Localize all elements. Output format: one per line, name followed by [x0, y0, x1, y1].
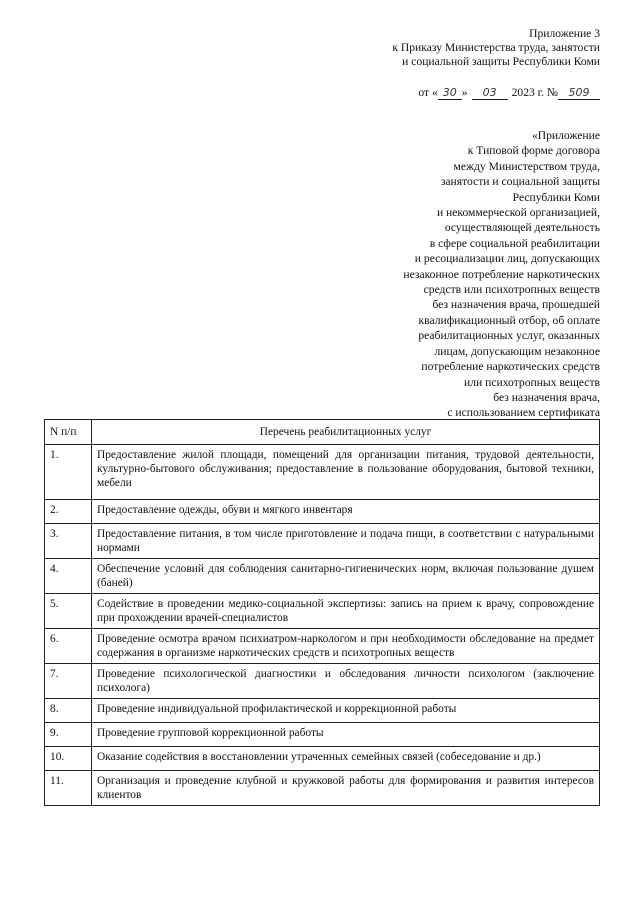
row-service-text: Предоставление одежды, обуви и мягкого инвентаря	[92, 500, 600, 524]
row-service-text: Предоставление жилой площади, помещений для организации питания, трудовой деятельности, культурно-бытового обслуживания; предоставление в пользование оборудования, бытовой техники, мебели	[92, 445, 600, 500]
table-row	[45, 629, 600, 664]
appendix-line: реабилитационных услуг, оказанных	[418, 329, 600, 343]
row-number: 10.	[45, 747, 92, 771]
header-line: к Приказу Министерства труда, занятости	[392, 41, 600, 54]
row-number: 4.	[45, 559, 92, 594]
table-row	[45, 699, 600, 723]
row-number: 9.	[45, 723, 92, 747]
appendix-line: с использованием сертификата	[447, 406, 600, 420]
table-row	[45, 559, 600, 594]
appendix-line: средств или психотропных веществ	[423, 283, 600, 297]
order-number-handwritten: 509	[558, 87, 600, 100]
row-number: 7.	[45, 664, 92, 699]
row-service-text: Проведение индивидуальной профилактической и коррекционной работы	[92, 699, 600, 723]
table-row	[45, 524, 600, 559]
row-number: 6.	[45, 629, 92, 664]
services-table	[44, 419, 600, 806]
appendix-line: осуществляющей деятельность	[444, 221, 600, 235]
row-number: 1.	[45, 445, 92, 500]
row-service-text: Организация и проведение клубной и кружковой работы для формирования и развития интересов клиентов	[92, 771, 600, 806]
header-line: и социальной защиты Республики Коми	[402, 55, 600, 68]
appendix-line: «Приложение	[531, 129, 600, 142]
table-row	[45, 445, 600, 500]
header-line: Приложение 3	[529, 27, 600, 40]
row-service-text: Предоставление питания, в том числе приготовление и подача пищи, в соответствии с натуральными нормами	[92, 524, 600, 559]
order-prefix: от «	[418, 86, 438, 99]
row-service-text: Проведение психологической диагностики и обследования личности психологом (заключение психолога)	[92, 664, 600, 699]
order-date-number	[418, 86, 600, 100]
row-service-text: Проведение групповой коррекционной работы	[92, 723, 600, 747]
column-header-services: Перечень реабилитационных услуг	[92, 420, 600, 445]
appendix-line: к Типовой форме договора	[467, 144, 600, 158]
table-row	[45, 500, 600, 524]
order-mid: »	[461, 86, 468, 99]
table-row	[45, 747, 600, 771]
appendix-line: между Министерством труда,	[453, 159, 600, 173]
appendix-line: квалификационный отбор, об оплате	[418, 313, 600, 327]
appendix-line: незаконное потребление наркотических	[403, 267, 600, 281]
table-header-row	[45, 420, 600, 445]
row-service-text: Оказание содействия в восстановлении утраченных семейных связей (собеседование и др.)	[92, 747, 600, 771]
order-day-handwritten: 30	[438, 87, 462, 100]
order-month-handwritten: 03	[472, 87, 508, 100]
table-row	[45, 664, 600, 699]
table-row	[45, 723, 600, 747]
table-row	[45, 771, 600, 806]
appendix-line: без назначения врача,	[493, 390, 600, 404]
column-header-number: N п/п	[45, 420, 92, 445]
appendix-line: в сфере социальной реабилитации	[429, 236, 600, 250]
appendix-line: Республики Коми	[512, 190, 600, 204]
row-number: 11.	[45, 771, 92, 806]
appendix-line: или психотропных веществ	[464, 375, 600, 389]
row-service-text: Содействие в проведении медико-социальной экспертизы: запись на прием к врачу, сопровождение при прохождении врачей-специалистов	[92, 594, 600, 629]
appendix-line: и некоммерческой организацией,	[436, 206, 600, 220]
order-header	[392, 27, 600, 69]
row-number: 8.	[45, 699, 92, 723]
appendix-line: без назначения врача, прошедшей	[432, 298, 600, 312]
row-number: 3.	[45, 524, 92, 559]
appendix-line: и ресоциализации лиц, допускающих	[414, 252, 600, 266]
appendix-line: потребление наркотических средств	[421, 360, 600, 374]
row-service-text: Обеспечение условий для соблюдения санитарно-гигиенических норм, включая пользование душем (баней)	[92, 559, 600, 594]
row-number: 5.	[45, 594, 92, 629]
appendix-line: лицам, допускающим незаконное	[434, 344, 600, 358]
appendix-line: занятости и социальной защиты	[440, 175, 600, 189]
table-row	[45, 594, 600, 629]
appendix-caption	[403, 128, 600, 421]
order-year: 2023 г. №	[511, 86, 558, 99]
row-number: 2.	[45, 500, 92, 524]
row-service-text: Проведение осмотра врачом психиатром-наркологом и при необходимости обследование на предмет содержания в организме наркотических средств и психотропных веществ	[92, 629, 600, 664]
